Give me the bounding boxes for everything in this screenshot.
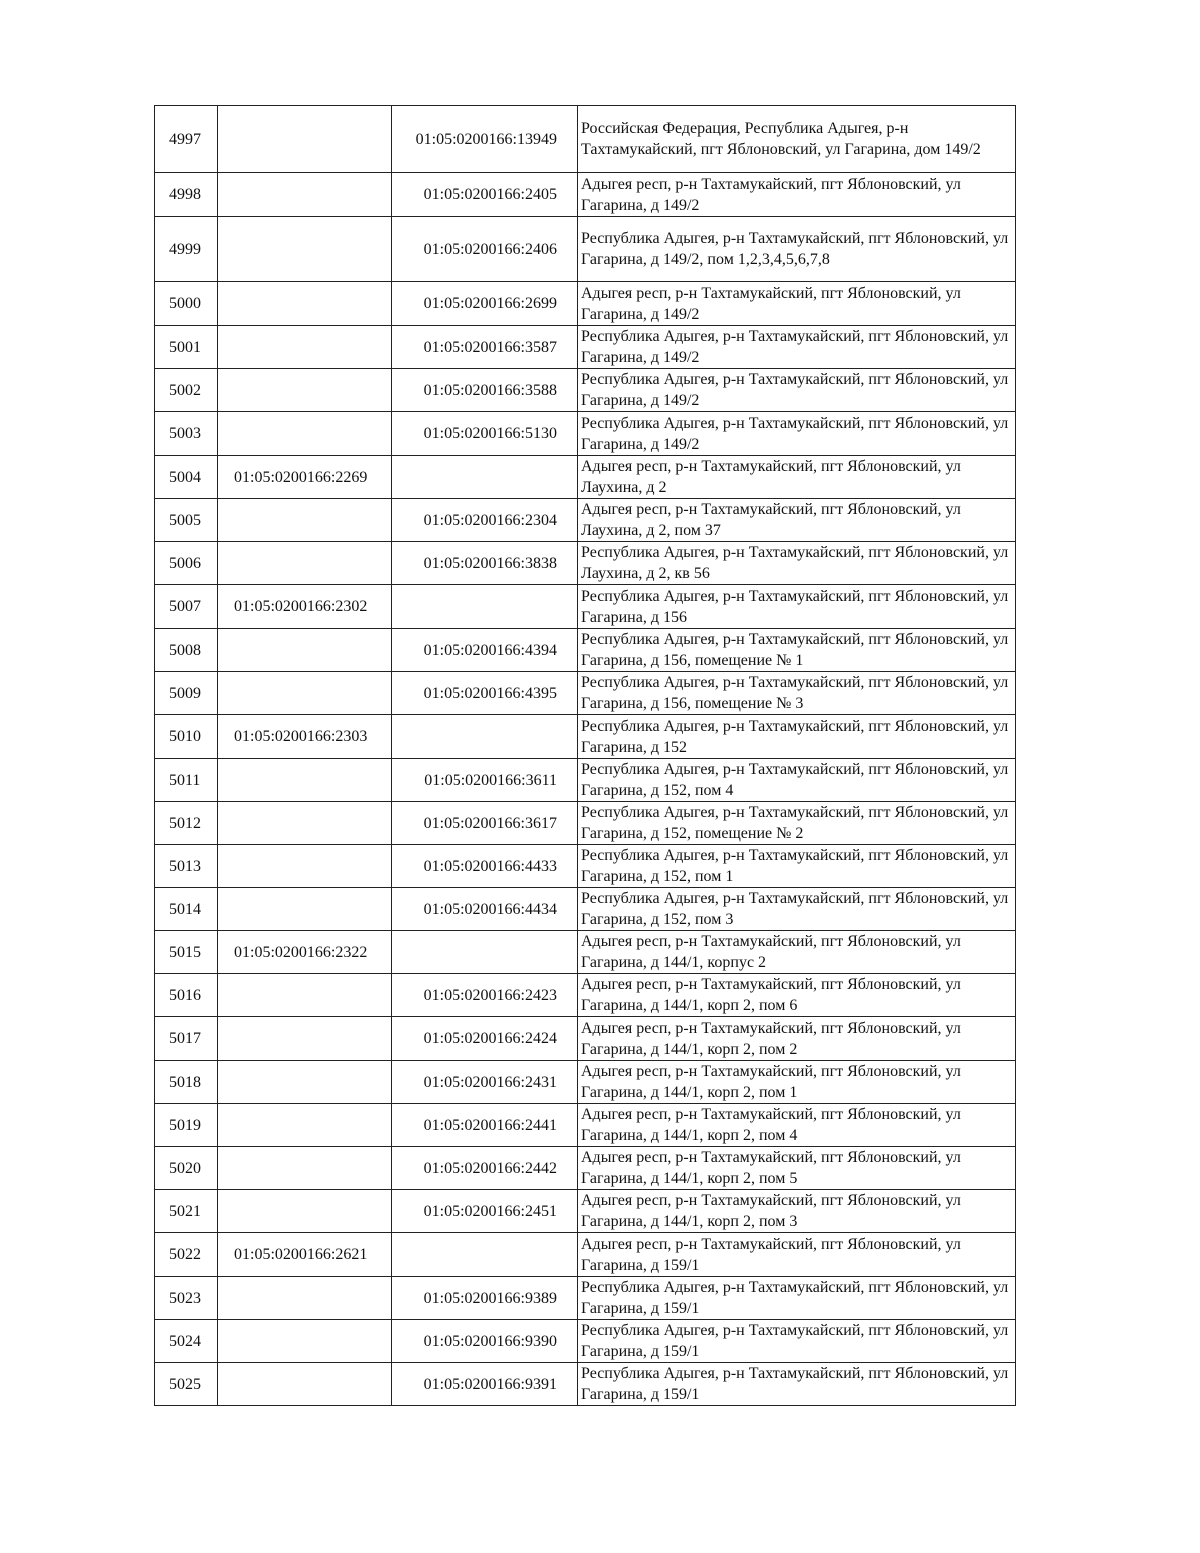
address-cell: Республика Адыгея, р-н Тахтамукайский, пгт Яблоновский, ул Гагарина, д 159/1 (578, 1363, 1016, 1406)
parent-cadastral-number-cell (218, 802, 392, 845)
row-number-cell: 5010 (155, 715, 218, 759)
cadastral-number-cell: 01:05:0200166:5130 (392, 412, 578, 456)
cadastral-number-cell: 01:05:0200166:3588 (392, 369, 578, 412)
cadastral-number-cell: 01:05:0200166:2423 (392, 974, 578, 1017)
table-row (155, 759, 1016, 802)
row-number-cell: 5009 (155, 672, 218, 715)
parent-cadastral-number-cell (218, 1061, 392, 1104)
cadastral-number-cell (392, 585, 578, 629)
cadastral-number-cell: 01:05:0200166:2442 (392, 1147, 578, 1190)
cadastral-number-cell: 01:05:0200166:2431 (392, 1061, 578, 1104)
table-row (155, 802, 1016, 845)
address-cell: Республика Адыгея, р-н Тахтамукайский, пгт Яблоновский, ул Гагарина, д 152, пом 4 (578, 759, 1016, 802)
row-number-cell: 5020 (155, 1147, 218, 1190)
row-number-cell: 5022 (155, 1233, 218, 1277)
address-cell: Республика Адыгея, р-н Тахтамукайский, пгт Яблоновский, ул Гагарина, д 149/2 (578, 412, 1016, 456)
address-cell: Республика Адыгея, р-н Тахтамукайский, пгт Яблоновский, ул Лаухина, д 2, кв 56 (578, 542, 1016, 585)
cadastral-number-cell: 01:05:0200166:3611 (392, 759, 578, 802)
table-row (155, 1190, 1016, 1233)
parent-cadastral-number-cell (218, 412, 392, 456)
row-number-cell: 4998 (155, 173, 218, 217)
row-number-cell: 5017 (155, 1017, 218, 1061)
parent-cadastral-number-cell (218, 1320, 392, 1363)
table-row (155, 412, 1016, 456)
parent-cadastral-number-cell (218, 1277, 392, 1320)
table-row (155, 106, 1016, 173)
address-cell: Адыгея респ, р-н Тахтамукайский, пгт Яблоновский, ул Гагарина, д 144/1, корп 2, пом 2 (578, 1017, 1016, 1061)
cadastral-number-cell: 01:05:0200166:9391 (392, 1363, 578, 1406)
registry-table-body (155, 106, 1016, 1406)
cadastral-number-cell (392, 931, 578, 974)
row-number-cell: 5025 (155, 1363, 218, 1406)
row-number-cell: 5016 (155, 974, 218, 1017)
address-cell: Адыгея респ, р-н Тахтамукайский, пгт Яблоновский, ул Гагарина, д 149/2 (578, 173, 1016, 217)
address-cell: Республика Адыгея, р-н Тахтамукайский, пгт Яблоновский, ул Гагарина, д 159/1 (578, 1277, 1016, 1320)
cadastral-number-cell: 01:05:0200166:4394 (392, 629, 578, 672)
parent-cadastral-number-cell: 01:05:0200166:2302 (218, 585, 392, 629)
row-number-cell: 5006 (155, 542, 218, 585)
address-cell: Республика Адыгея, р-н Тахтамукайский, пгт Яблоновский, ул Гагарина, д 152 (578, 715, 1016, 759)
cadastral-number-cell: 01:05:0200166:3587 (392, 326, 578, 369)
cadastral-number-cell: 01:05:0200166:2304 (392, 499, 578, 542)
cadastral-number-cell: 01:05:0200166:4395 (392, 672, 578, 715)
parent-cadastral-number-cell: 01:05:0200166:2269 (218, 456, 392, 499)
address-cell: Республика Адыгея, р-н Тахтамукайский, пгт Яблоновский, ул Гагарина, д 156, помещение № 3 (578, 672, 1016, 715)
table-row (155, 282, 1016, 326)
parent-cadastral-number-cell (218, 326, 392, 369)
address-cell: Республика Адыгея, р-н Тахтамукайский, пгт Яблоновский, ул Гагарина, д 159/1 (578, 1320, 1016, 1363)
parent-cadastral-number-cell (218, 1363, 392, 1406)
address-cell: Адыгея респ, р-н Тахтамукайский, пгт Яблоновский, ул Лаухина, д 2 (578, 456, 1016, 499)
parent-cadastral-number-cell: 01:05:0200166:2322 (218, 931, 392, 974)
row-number-cell: 5012 (155, 802, 218, 845)
row-number-cell: 5019 (155, 1104, 218, 1147)
row-number-cell: 5008 (155, 629, 218, 672)
address-cell: Республика Адыгея, р-н Тахтамукайский, пгт Яблоновский, ул Гагарина, д 149/2 (578, 369, 1016, 412)
cadastral-number-cell (392, 715, 578, 759)
parent-cadastral-number-cell (218, 1190, 392, 1233)
table-row (155, 1320, 1016, 1363)
parent-cadastral-number-cell (218, 845, 392, 888)
parent-cadastral-number-cell (218, 888, 392, 931)
table-row (155, 456, 1016, 499)
address-cell: Республика Адыгея, р-н Тахтамукайский, пгт Яблоновский, ул Гагарина, д 149/2 (578, 326, 1016, 369)
parent-cadastral-number-cell (218, 542, 392, 585)
address-cell: Республика Адыгея, р-н Тахтамукайский, пгт Яблоновский, ул Гагарина, д 156 (578, 585, 1016, 629)
table-row (155, 672, 1016, 715)
cadastral-number-cell: 01:05:0200166:9390 (392, 1320, 578, 1363)
table-row (155, 1363, 1016, 1406)
property-registry-table (154, 105, 1016, 1406)
table-row (155, 326, 1016, 369)
parent-cadastral-number-cell (218, 974, 392, 1017)
cadastral-number-cell: 01:05:0200166:2405 (392, 173, 578, 217)
address-cell: Республика Адыгея, р-н Тахтамукайский, пгт Яблоновский, ул Гагарина, д 152, пом 1 (578, 845, 1016, 888)
parent-cadastral-number-cell (218, 629, 392, 672)
parent-cadastral-number-cell (218, 217, 392, 282)
row-number-cell: 5023 (155, 1277, 218, 1320)
address-cell: Республика Адыгея, р-н Тахтамукайский, пгт Яблоновский, ул Гагарина, д 149/2, пом 1,2,3,4,5,6,7,8 (578, 217, 1016, 282)
cadastral-number-cell: 01:05:0200166:4433 (392, 845, 578, 888)
row-number-cell: 4999 (155, 217, 218, 282)
parent-cadastral-number-cell (218, 1147, 392, 1190)
row-number-cell: 5005 (155, 499, 218, 542)
parent-cadastral-number-cell (218, 282, 392, 326)
table-row (155, 1104, 1016, 1147)
table-row (155, 1147, 1016, 1190)
parent-cadastral-number-cell (218, 672, 392, 715)
table-row (155, 217, 1016, 282)
table-row (155, 369, 1016, 412)
parent-cadastral-number-cell (218, 106, 392, 173)
cadastral-number-cell: 01:05:0200166:2424 (392, 1017, 578, 1061)
cadastral-number-cell: 01:05:0200166:9389 (392, 1277, 578, 1320)
cadastral-number-cell: 01:05:0200166:2451 (392, 1190, 578, 1233)
row-number-cell: 5004 (155, 456, 218, 499)
table-row (155, 542, 1016, 585)
row-number-cell: 5000 (155, 282, 218, 326)
parent-cadastral-number-cell (218, 173, 392, 217)
table-row (155, 585, 1016, 629)
row-number-cell: 5001 (155, 326, 218, 369)
table-row (155, 629, 1016, 672)
row-number-cell: 5024 (155, 1320, 218, 1363)
table-row (155, 931, 1016, 974)
row-number-cell: 5013 (155, 845, 218, 888)
row-number-cell: 5007 (155, 585, 218, 629)
row-number-cell: 5011 (155, 759, 218, 802)
table-row (155, 974, 1016, 1017)
parent-cadastral-number-cell (218, 1017, 392, 1061)
row-number-cell: 4997 (155, 106, 218, 173)
address-cell: Адыгея респ, р-н Тахтамукайский, пгт Яблоновский, ул Гагарина, д 144/1, корп 2, пом 4 (578, 1104, 1016, 1147)
address-cell: Республика Адыгея, р-н Тахтамукайский, пгт Яблоновский, ул Гагарина, д 152, помещение № 2 (578, 802, 1016, 845)
table-row (155, 1017, 1016, 1061)
cadastral-number-cell: 01:05:0200166:2441 (392, 1104, 578, 1147)
parent-cadastral-number-cell: 01:05:0200166:2303 (218, 715, 392, 759)
row-number-cell: 5015 (155, 931, 218, 974)
address-cell: Адыгея респ, р-н Тахтамукайский, пгт Яблоновский, ул Гагарина, д 159/1 (578, 1233, 1016, 1277)
table-row (155, 715, 1016, 759)
row-number-cell: 5002 (155, 369, 218, 412)
cadastral-number-cell: 01:05:0200166:2699 (392, 282, 578, 326)
cadastral-number-cell: 01:05:0200166:3617 (392, 802, 578, 845)
row-number-cell: 5021 (155, 1190, 218, 1233)
address-cell: Адыгея респ, р-н Тахтамукайский, пгт Яблоновский, ул Лаухина, д 2, пом 37 (578, 499, 1016, 542)
table-row (155, 173, 1016, 217)
cadastral-number-cell: 01:05:0200166:4434 (392, 888, 578, 931)
address-cell: Адыгея респ, р-н Тахтамукайский, пгт Яблоновский, ул Гагарина, д 144/1, корп 2, пом 1 (578, 1061, 1016, 1104)
address-cell: Республика Адыгея, р-н Тахтамукайский, пгт Яблоновский, ул Гагарина, д 156, помещение № 1 (578, 629, 1016, 672)
address-cell: Адыгея респ, р-н Тахтамукайский, пгт Яблоновский, ул Гагарина, д 144/1, корп 2, пом 5 (578, 1147, 1016, 1190)
cadastral-number-cell (392, 456, 578, 499)
address-cell: Адыгея респ, р-н Тахтамукайский, пгт Яблоновский, ул Гагарина, д 144/1, корп 2, пом 6 (578, 974, 1016, 1017)
table-row (155, 888, 1016, 931)
address-cell: Адыгея респ, р-н Тахтамукайский, пгт Яблоновский, ул Гагарина, д 144/1, корп 2, пом 3 (578, 1190, 1016, 1233)
cadastral-number-cell (392, 1233, 578, 1277)
row-number-cell: 5014 (155, 888, 218, 931)
row-number-cell: 5018 (155, 1061, 218, 1104)
table-row (155, 1233, 1016, 1277)
table-row (155, 1277, 1016, 1320)
address-cell: Адыгея респ, р-н Тахтамукайский, пгт Яблоновский, ул Гагарина, д 149/2 (578, 282, 1016, 326)
row-number-cell: 5003 (155, 412, 218, 456)
cadastral-number-cell: 01:05:0200166:2406 (392, 217, 578, 282)
table-row (155, 499, 1016, 542)
cadastral-number-cell: 01:05:0200166:3838 (392, 542, 578, 585)
address-cell: Российская Федерация, Республика Адыгея, р-н Тахтамукайский, пгт Яблоновский, ул Гагарина, дом 149/2 (578, 106, 1016, 173)
address-cell: Республика Адыгея, р-н Тахтамукайский, пгт Яблоновский, ул Гагарина, д 152, пом 3 (578, 888, 1016, 931)
parent-cadastral-number-cell (218, 759, 392, 802)
address-cell: Адыгея респ, р-н Тахтамукайский, пгт Яблоновский, ул Гагарина, д 144/1, корпус 2 (578, 931, 1016, 974)
cadastral-number-cell: 01:05:0200166:13949 (392, 106, 578, 173)
parent-cadastral-number-cell: 01:05:0200166:2621 (218, 1233, 392, 1277)
parent-cadastral-number-cell (218, 1104, 392, 1147)
parent-cadastral-number-cell (218, 499, 392, 542)
table-row (155, 1061, 1016, 1104)
table-row (155, 845, 1016, 888)
parent-cadastral-number-cell (218, 369, 392, 412)
